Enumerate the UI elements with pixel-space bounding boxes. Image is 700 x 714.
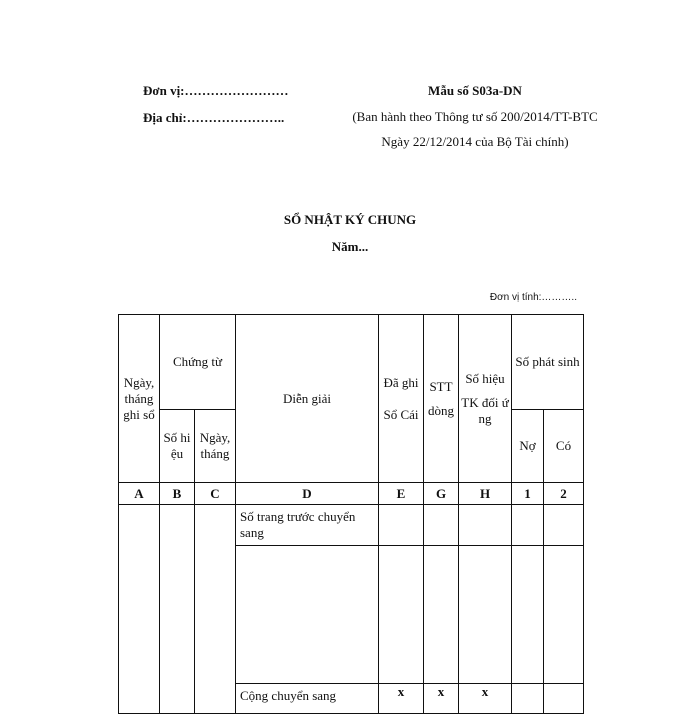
table-cell: [379, 505, 424, 546]
table-cell: [424, 505, 459, 546]
header-line-no: [424, 315, 459, 483]
year-label: Năm...: [331, 239, 369, 254]
code-cell: A: [119, 483, 160, 505]
table-cell: [459, 546, 512, 684]
brought-forward-label: Số trang trước chuyển sang: [236, 505, 379, 546]
table-cell: [236, 546, 379, 684]
header-posted: [379, 315, 424, 483]
header-credit: Có: [544, 410, 584, 483]
code-cell: 1: [512, 483, 544, 505]
header-line-no-line2: dòng: [428, 402, 454, 418]
code-cell: 2: [544, 483, 584, 505]
issued-by-line1: (Ban hành theo Thông tư số 200/2014/TT-BTC: [352, 109, 598, 124]
header-line-no-line1: STT: [429, 378, 453, 394]
header-description: Diễn giải: [236, 315, 379, 483]
account-mark: x: [459, 684, 512, 714]
header-posted-line1: Đã ghi: [383, 374, 419, 390]
header-debit: Nợ: [512, 410, 544, 483]
code-cell: H: [459, 483, 512, 505]
header-voucher-no: Số hiệu: [160, 410, 195, 483]
header-account: [459, 315, 512, 483]
code-cell: G: [424, 483, 459, 505]
header-voucher: Chứng từ: [160, 315, 236, 410]
code-cell: B: [160, 483, 195, 505]
table-cell: [544, 684, 584, 714]
journal-table: [118, 314, 584, 714]
table-cell: [544, 546, 584, 684]
header-voucher-date: Ngày, tháng: [195, 410, 236, 483]
page-title: SỔ NHẬT KÝ CHUNG: [283, 212, 417, 227]
table-cell: [512, 546, 544, 684]
address-field: Địa chỉ:…………………..: [143, 110, 285, 125]
header-date: Ngày, tháng ghi sổ: [119, 315, 160, 483]
table-cell: [512, 505, 544, 546]
posted-mark: x: [379, 684, 424, 714]
code-row: [119, 483, 584, 505]
carried-forward-label: Cộng chuyển sang: [236, 684, 379, 714]
issued-by-line2: Ngày 22/12/2014 của Bộ Tài chính): [381, 134, 569, 149]
table-cell: [119, 505, 160, 714]
code-cell: E: [379, 483, 424, 505]
header-account-line1: Số hiệu: [465, 370, 505, 386]
table-cell: [424, 546, 459, 684]
code-cell: D: [236, 483, 379, 505]
table-cell: [195, 505, 236, 714]
header-posted-line2: Sổ Cái: [383, 406, 419, 422]
form-code: Mẫu số S03a-DN: [428, 83, 522, 98]
header-amount: Số phát sinh: [512, 315, 584, 410]
table-cell: [459, 505, 512, 546]
table-cell: [379, 546, 424, 684]
currency-unit: Đơn vị tính:………..: [489, 292, 577, 303]
unit-field: Đơn vị:……………………: [143, 83, 289, 98]
header-account-line2: TK đối ứng: [461, 394, 509, 426]
table-cell: [512, 684, 544, 714]
table-cell: [544, 505, 584, 546]
line-mark: x: [424, 684, 459, 714]
brought-forward-row: [119, 505, 584, 546]
table-cell: [160, 505, 195, 714]
code-cell: C: [195, 483, 236, 505]
